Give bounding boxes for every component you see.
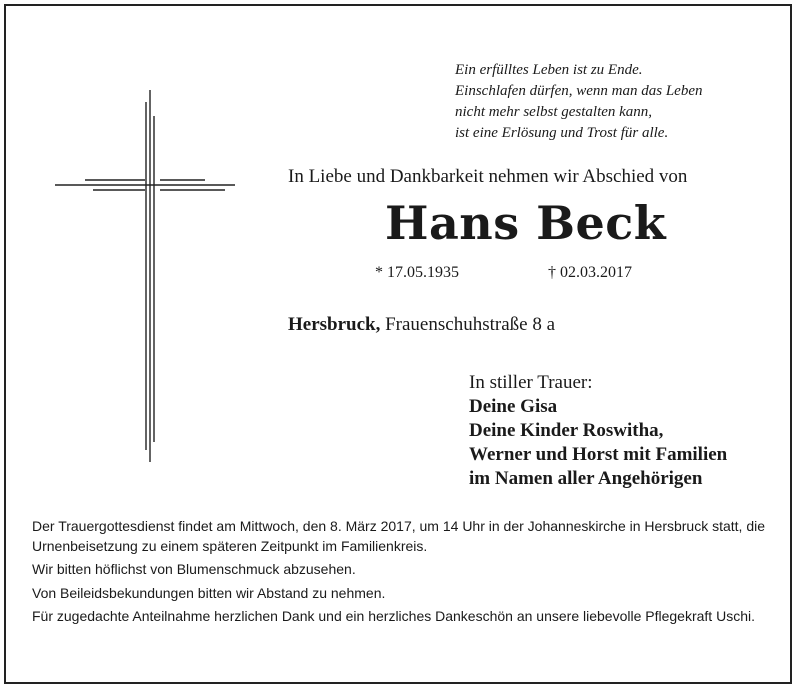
- mourner-line: im Namen aller Angehörigen: [469, 468, 703, 489]
- poem-line: ist eine Erlösung und Trost für alle.: [455, 125, 669, 141]
- cross-icon: [55, 90, 240, 470]
- birth-date: * 17.05.1935: [375, 264, 459, 281]
- mourner-line: Deine Kinder Roswitha,: [469, 420, 664, 441]
- mourners-block: [469, 371, 727, 491]
- deceased-name: Hans Beck: [385, 196, 667, 250]
- address-town: Hersbruck,: [288, 314, 381, 335]
- poem-line: Ein erfülltes Leben ist zu Ende.: [455, 62, 643, 78]
- mourners-heading: In stiller Trauer:: [469, 372, 593, 393]
- info-paragraph: Der Trauergottesdienst findet am Mittwoch, den 8. März 2017, um 14 Uhr in der Johanneskirche in Hersbruck statt, die Urnenbeisetzung zu einem späteren Zeitpunkt im Familienkreis.: [32, 518, 766, 554]
- service-info: [32, 517, 772, 631]
- poem-line: nicht mehr selbst gestalten kann,: [455, 104, 653, 120]
- death-date: † 02.03.2017: [548, 264, 632, 281]
- mourner-line: Werner und Horst mit Familien: [469, 444, 728, 465]
- mourner-line: Deine Gisa: [469, 396, 558, 417]
- address-street: Frauenschuhstraße 8 a: [385, 314, 555, 335]
- info-paragraph: Von Beileidsbekundungen bitten wir Abstand zu nehmen.: [32, 584, 386, 601]
- info-paragraph: Wir bitten höflichst von Blumenschmuck abzusehen.: [32, 561, 356, 577]
- address: [288, 314, 555, 336]
- poem-line: Einschlafen dürfen, wenn man das Leben: [455, 83, 703, 99]
- info-paragraph: Für zugedachte Anteilnahme herzlichen Dank und ein herzliches Dankeschön an unsere liebevolle Pflegekraft Uschi.: [32, 608, 755, 624]
- poem: [455, 60, 775, 144]
- intro-text: In Liebe und Dankbarkeit nehmen wir Abschied von: [288, 166, 688, 187]
